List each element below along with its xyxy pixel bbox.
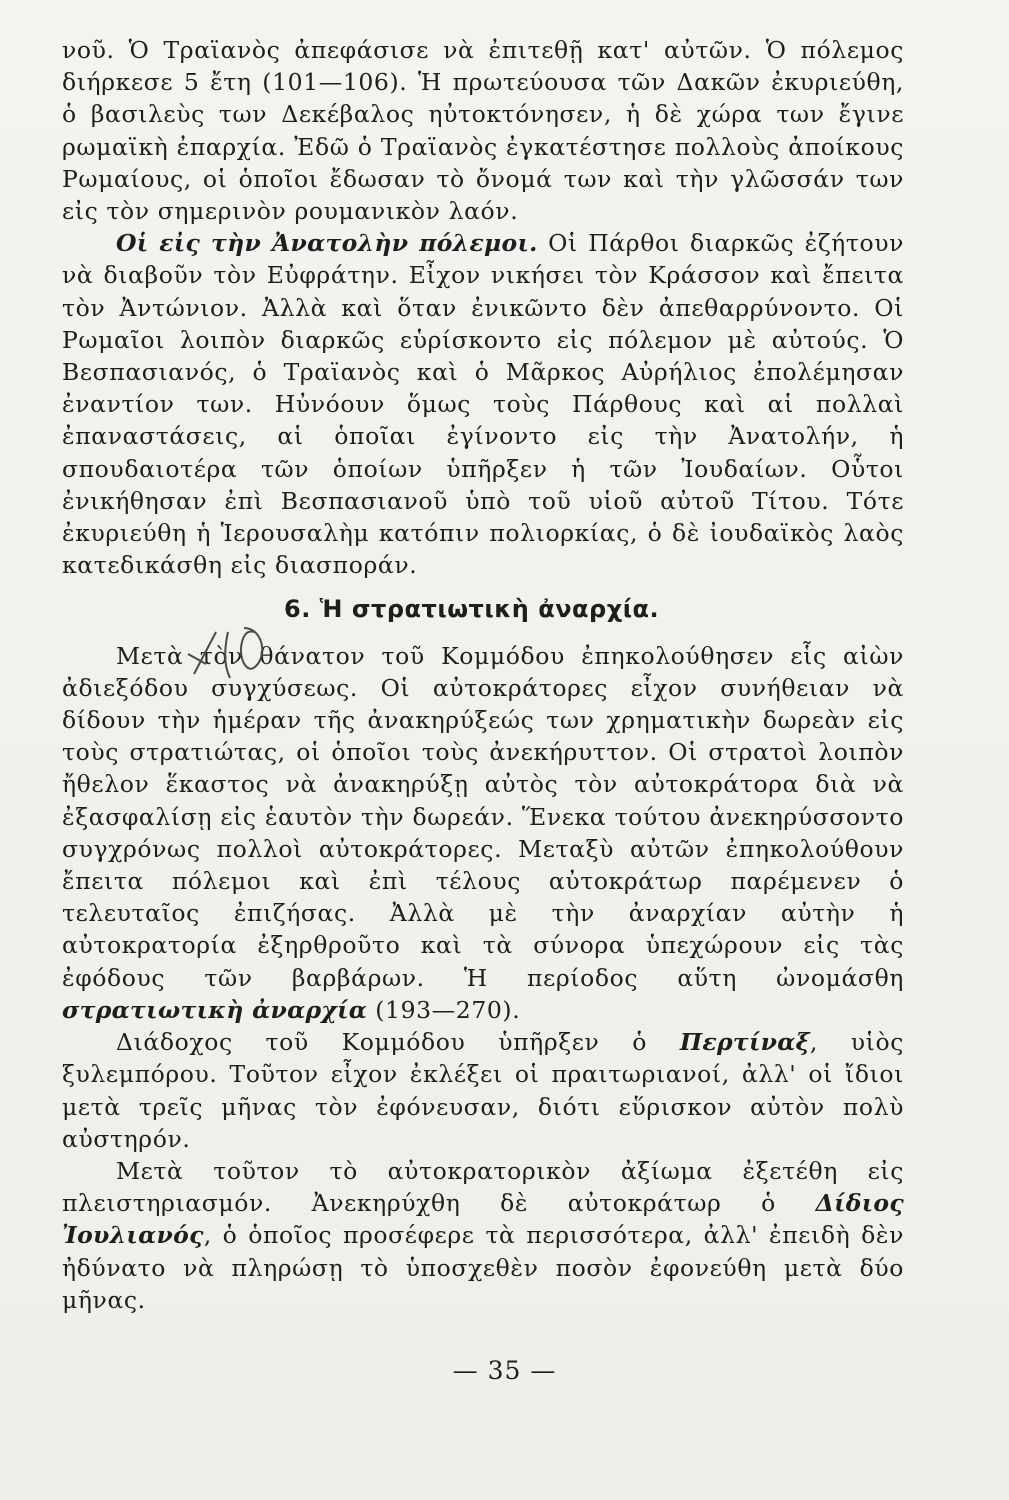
paragraph-anarchy — [62, 640, 904, 1026]
subheading-eastern-wars: Οἱ εἰς τὴν Ἀνατολὴν πόλεμοι. — [116, 229, 538, 258]
paragraph-dacia: νοῦ. Ὁ Τραϊανὸς ἀπεφάσισε νὰ ἐπιτεθῇ κατ' αὐτῶν. Ὁ πόλεμος διήρκεσε 5 ἔτη (101—106). Ἡ πρωτεύουσα τῶν Δακῶν ἐκυριεύθη, ὁ βασιλεὺς των Δεκέβαλος ηὐτοκτόνησεν, ἡ δὲ χώρα των ἔγινε ρωμαϊκὴ ἐπαρχία. Ἐδῶ ὁ Τραϊανὸς ἐγκατέστησε πολλοὺς ἀποίκους Ρωμαίους, οἱ ὁποῖοι ἔδωσαν τὸ ὄνομά των καὶ τὴν γλῶσσάν των εἰς τὸν σημερινὸν ρουμανικὸν λαόν. — [62, 36, 904, 226]
paragraph-pertinax — [62, 1026, 904, 1155]
paragraph-eastern-wars — [62, 227, 904, 581]
term-military-anarchy: στρατιωτικὴ ἀναρχία — [62, 995, 368, 1024]
paragraph-pertinax-b: , υἱὸς ξυλεμπόρου. Τοῦτον εἶχον ἐκλέξει οἱ πραιτωριανοί, ἀλλ' οἱ ἴδιοι μετὰ τρεῖς μῆνας τὸν ἐφόνευσαν, διότι εὕρισκον αὐτὸν πολὺ αὐστηρόν. — [62, 1028, 904, 1153]
paragraph-didius-b: , ὁ ὁποῖος προσέφερε τὰ περισσότερα, ἀλλ' ἐπειδὴ δὲν ἠδύνατο νὰ πληρώσῃ τὸ ὑποσχεθὲν ποσὸν ἐφονεύθη μετὰ δύο μῆνας. — [62, 1221, 904, 1314]
section-heading: 6. Ἡ στρατιωτικὴ ἀναρχία. — [284, 595, 660, 624]
name-didius-julianus: Δίδιος Ἰουλιανός — [62, 1189, 904, 1250]
handwritten-mark-icon — [172, 614, 282, 694]
paragraph-eastern-wars-text: Οἱ Πάρθοι διαρκῶς ἐζήτουν νὰ διαβοῦν τὸν Εὐφράτην. Εἶχον νικήσει τὸν Κράσσον καὶ ἔπειτα τὸν Ἀντώνιον. Ἀλλὰ καὶ ὅταν ἐνικῶντο δὲν ἀπεθαρρύνοντο. Οἱ Ρωμαῖοι λοιπὸν διαρκῶς εὑρίσκοντο εἰς πόλεμον μὲ αὐτούς. Ὁ Βεσπασιανός, ὁ Τραϊανὸς καὶ ὁ Μᾶρκος Αὐρήλιος ἐπολέμησαν ἐναντίον των. Ηὐνόουν ὅμως τοὺς Πάρθους καὶ αἱ πολλαὶ ἐπαναστάσεις, αἱ ὁποῖαι ἐγίνοντο εἰς τὴν Ἀνατολήν, ἡ σπουδαιοτέρα τῶν ὁποίων ὑπῆρξεν ἡ τῶν Ἰουδαίων. Οὗτοι ἐνικήθησαν ἐπὶ Βεσπασιανοῦ ὑπὸ τοῦ υἱοῦ αὐτοῦ Τίτου. Τότε ἐκυριεύθη ἡ Ἱερουσαλὴμ κατόπιν πολιορκίας, ὁ δὲ ἰουδαϊκὸς λαὸς κατεδικάσθη εἰς διασποράν. — [62, 229, 904, 580]
name-pertinax: Περτίναξ — [679, 1028, 810, 1057]
paragraph-anarchy-text: Μετὰ τὸν θάνατον τοῦ Κομμόδου ἐπηκολούθησεν εἷς αἰὼν ἀδιεξόδου συγχύσεως. Οἱ αὐτοκράτορες εἶχον συνήθειαν νὰ δίδουν τὴν ἡμέραν τῆς ἀνακηρύξεώς των χρηματικὴν δωρεὰν εἰς τοὺς στρατιώτας, οἱ ὁποῖοι τοὺς ἀνεκήρυττον. Οἱ στρατοὶ λοιπὸν ἤθελον ἕκαστος νὰ ἀνακηρύξῃ αὐτὸς τὸν αὐτοκράτορα διὰ νὰ ἐξασφαλίσῃ εἰς ἑαυτὸν τὴν δωρεάν. Ἕνεκα τούτου ἀνεκηρύσσοντο συγχρόνως πολλοὶ αὐτοκράτορες. Μεταξὺ αὐτῶν ἐπηκολούθουν ἔπειτα πόλεμοι καὶ ἐπὶ τέλους αὐτοκράτωρ παρέμενεν ὁ τελευταῖος ἐπιζήσας. Ἀλλὰ μὲ τὴν ἀναρχίαν αὐτὴν ἡ αὐτοκρατορία ἐξηρθροῦτο καὶ τὰ σύνορα ὑπεχώρουν εἰς τὰς ἐφόδους τῶν βαρβάρων. Ἡ περίοδος αὕτη ὠνομάσθη — [62, 641, 904, 992]
paragraph-didius-a: Μετὰ τοῦτον τὸ αὐτοκρατορικὸν ἀξίωμα ἐξετέθη εἰς πλειστηριασμόν. Ἀνεκηρύχθη δὲ αὐτοκράτωρ ὁ — [62, 1156, 904, 1218]
paragraph-anarchy-end: (193—270). — [367, 995, 521, 1024]
page-number: — 35 — — [452, 1356, 557, 1385]
paragraph-didius — [62, 1155, 904, 1316]
paragraph-pertinax-a: Διάδοχος τοῦ Κομμόδου ὑπῆρξεν ὁ — [116, 1028, 680, 1057]
